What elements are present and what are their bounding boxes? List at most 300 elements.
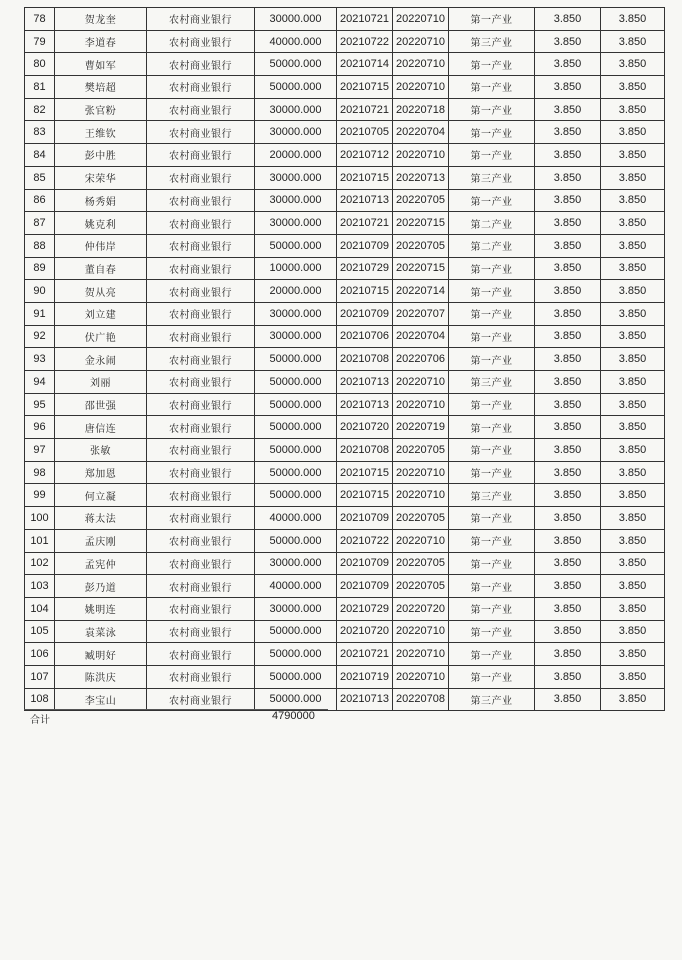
loan-amount-cell: 50000.000 [255,688,337,711]
row-number-cell: 85 [25,166,55,189]
borrower-name-cell: 蒋太法 [55,507,147,530]
rate-cell: 3.850 [535,552,601,575]
subsidy-rate-cell: 3.850 [601,439,665,462]
start-date-cell: 20210713 [337,189,393,212]
table-row [25,507,665,530]
bank-name-cell: 农村商业银行 [147,121,255,144]
bank-name-cell: 农村商业银行 [147,76,255,99]
rate-cell: 3.850 [535,234,601,257]
end-date-cell: 20220710 [393,620,449,643]
row-number-cell: 87 [25,212,55,235]
loan-amount-cell: 30000.000 [255,552,337,575]
row-number-cell: 80 [25,53,55,76]
bank-name-cell: 农村商业银行 [147,552,255,575]
bank-name-cell: 农村商业银行 [147,8,255,31]
industry-cell: 第一产业 [449,620,535,643]
industry-cell: 第一产业 [449,302,535,325]
start-date-cell: 20210720 [337,620,393,643]
start-date-cell: 20210721 [337,98,393,121]
table-row [25,144,665,167]
row-number-cell: 82 [25,98,55,121]
table-row [25,280,665,303]
subsidy-rate-cell: 3.850 [601,461,665,484]
industry-cell: 第一产业 [449,552,535,575]
row-number-cell: 93 [25,348,55,371]
loan-amount-cell: 30000.000 [255,166,337,189]
start-date-cell: 20210708 [337,439,393,462]
end-date-cell: 20220710 [393,665,449,688]
borrower-name-cell: 贺从亮 [55,280,147,303]
loan-amount-cell: 30000.000 [255,325,337,348]
table-row [25,529,665,552]
bank-name-cell: 农村商业银行 [147,416,255,439]
end-date-cell: 20220715 [393,212,449,235]
industry-cell: 第一产业 [449,189,535,212]
table-row [25,189,665,212]
loan-amount-cell: 50000.000 [255,53,337,76]
row-number-cell: 94 [25,371,55,394]
table-row [25,302,665,325]
subsidy-rate-cell: 3.850 [601,484,665,507]
start-date-cell: 20210712 [337,144,393,167]
subsidy-rate-cell: 3.850 [601,325,665,348]
rate-cell: 3.850 [535,166,601,189]
loan-amount-cell: 50000.000 [255,371,337,394]
borrower-name-cell: 曹如军 [55,53,147,76]
industry-cell: 第一产业 [449,461,535,484]
start-date-cell: 20210709 [337,234,393,257]
industry-cell: 第三产业 [449,371,535,394]
row-number-cell: 105 [25,620,55,643]
rate-cell: 3.850 [535,416,601,439]
bank-name-cell: 农村商业银行 [147,393,255,416]
borrower-name-cell: 伏广艳 [55,325,147,348]
rate-cell: 3.850 [535,439,601,462]
industry-cell: 第一产业 [449,575,535,598]
bank-name-cell: 农村商业银行 [147,302,255,325]
industry-cell: 第一产业 [449,257,535,280]
bank-name-cell: 农村商业银行 [147,461,255,484]
bank-name-cell: 农村商业银行 [147,257,255,280]
rate-cell: 3.850 [535,8,601,31]
borrower-name-cell: 李宝山 [55,688,147,711]
rate-cell: 3.850 [535,371,601,394]
row-number-cell: 102 [25,552,55,575]
borrower-name-cell: 臧明好 [55,643,147,666]
row-number-cell: 100 [25,507,55,530]
bank-name-cell: 农村商业银行 [147,371,255,394]
table-row [25,121,665,144]
table-row [25,8,665,31]
bank-name-cell: 农村商业银行 [147,529,255,552]
borrower-name-cell: 金永闹 [55,348,147,371]
industry-cell: 第一产业 [449,76,535,99]
start-date-cell: 20210729 [337,597,393,620]
end-date-cell: 20220710 [393,371,449,394]
start-date-cell: 20210715 [337,461,393,484]
table-row [25,439,665,462]
loan-amount-cell: 30000.000 [255,8,337,31]
industry-cell: 第一产业 [449,416,535,439]
industry-cell: 第三产业 [449,30,535,53]
table-row [25,166,665,189]
rate-cell: 3.850 [535,53,601,76]
row-number-cell: 86 [25,189,55,212]
loan-amount-cell: 50000.000 [255,393,337,416]
start-date-cell: 20210708 [337,348,393,371]
industry-cell: 第一产业 [449,98,535,121]
row-number-cell: 96 [25,416,55,439]
subsidy-rate-cell: 3.850 [601,144,665,167]
table-row [25,575,665,598]
start-date-cell: 20210720 [337,416,393,439]
subsidy-rate-cell: 3.850 [601,416,665,439]
end-date-cell: 20220710 [393,643,449,666]
loan-amount-cell: 50000.000 [255,643,337,666]
table-row [25,461,665,484]
table-row [25,76,665,99]
loan-amount-cell: 40000.000 [255,30,337,53]
loan-amount-cell: 30000.000 [255,212,337,235]
table-row [25,597,665,620]
loan-amount-cell: 50000.000 [255,348,337,371]
borrower-name-cell: 孟宪仲 [55,552,147,575]
end-date-cell: 20220710 [393,76,449,99]
rate-cell: 3.850 [535,30,601,53]
loan-amount-cell: 50000.000 [255,665,337,688]
bank-name-cell: 农村商业银行 [147,53,255,76]
end-date-cell: 20220707 [393,302,449,325]
table-row [25,416,665,439]
start-date-cell: 20210709 [337,552,393,575]
row-number-cell: 97 [25,439,55,462]
end-date-cell: 20220710 [393,393,449,416]
borrower-name-cell: 陈洪庆 [55,665,147,688]
start-date-cell: 20210729 [337,257,393,280]
rate-cell: 3.850 [535,280,601,303]
rate-cell: 3.850 [535,212,601,235]
table-row [25,393,665,416]
loan-amount-cell: 20000.000 [255,280,337,303]
loan-table [24,7,665,711]
borrower-name-cell: 何立凝 [55,484,147,507]
loan-amount-cell: 50000.000 [255,484,337,507]
borrower-name-cell: 郑加恩 [55,461,147,484]
rate-cell: 3.850 [535,529,601,552]
subsidy-rate-cell: 3.850 [601,371,665,394]
subsidy-rate-cell: 3.850 [601,76,665,99]
borrower-name-cell: 邵世强 [55,393,147,416]
borrower-name-cell: 张官粉 [55,98,147,121]
loan-amount-cell: 20000.000 [255,144,337,167]
start-date-cell: 20210715 [337,484,393,507]
row-number-cell: 98 [25,461,55,484]
industry-cell: 第一产业 [449,529,535,552]
rate-cell: 3.850 [535,144,601,167]
industry-cell: 第一产业 [449,325,535,348]
loan-table-body [25,8,665,711]
table-row [25,643,665,666]
industry-cell: 第一产业 [449,121,535,144]
end-date-cell: 20220705 [393,575,449,598]
start-date-cell: 20210709 [337,575,393,598]
table-row [25,484,665,507]
row-number-cell: 101 [25,529,55,552]
loan-amount-cell: 30000.000 [255,597,337,620]
loan-amount-cell: 50000.000 [255,620,337,643]
industry-cell: 第一产业 [449,643,535,666]
subsidy-rate-cell: 3.850 [601,575,665,598]
end-date-cell: 20220713 [393,166,449,189]
start-date-cell: 20210713 [337,371,393,394]
subsidy-rate-cell: 3.850 [601,302,665,325]
industry-cell: 第一产业 [449,280,535,303]
row-number-cell: 78 [25,8,55,31]
industry-cell: 第一产业 [449,665,535,688]
loan-amount-cell: 30000.000 [255,98,337,121]
subsidy-rate-cell: 3.850 [601,53,665,76]
row-number-cell: 107 [25,665,55,688]
subsidy-rate-cell: 3.850 [601,166,665,189]
start-date-cell: 20210714 [337,53,393,76]
total-label: 合计 [30,715,50,726]
subsidy-rate-cell: 3.850 [601,280,665,303]
start-date-cell: 20210713 [337,688,393,711]
rate-cell: 3.850 [535,461,601,484]
rate-cell: 3.850 [535,393,601,416]
rate-cell: 3.850 [535,688,601,711]
loan-amount-cell: 50000.000 [255,439,337,462]
bank-name-cell: 农村商业银行 [147,325,255,348]
end-date-cell: 20220715 [393,257,449,280]
table-row [25,98,665,121]
borrower-name-cell: 彭中胜 [55,144,147,167]
end-date-cell: 20220710 [393,529,449,552]
table-row [25,257,665,280]
row-number-cell: 91 [25,302,55,325]
borrower-name-cell: 杨秀娟 [55,189,147,212]
borrower-name-cell: 王维钦 [55,121,147,144]
end-date-cell: 20220705 [393,507,449,530]
start-date-cell: 20210721 [337,8,393,31]
row-number-cell: 92 [25,325,55,348]
row-number-cell: 104 [25,597,55,620]
loan-amount-cell: 40000.000 [255,575,337,598]
table-row [25,53,665,76]
row-number-cell: 99 [25,484,55,507]
bank-name-cell: 农村商业银行 [147,688,255,711]
loan-amount-cell: 30000.000 [255,121,337,144]
rate-cell: 3.850 [535,325,601,348]
start-date-cell: 20210706 [337,325,393,348]
borrower-name-cell: 樊培超 [55,76,147,99]
subsidy-rate-cell: 3.850 [601,212,665,235]
start-date-cell: 20210705 [337,121,393,144]
bank-name-cell: 农村商业银行 [147,484,255,507]
industry-cell: 第三产业 [449,166,535,189]
end-date-cell: 20220710 [393,30,449,53]
subsidy-rate-cell: 3.850 [601,393,665,416]
loan-amount-cell: 30000.000 [255,189,337,212]
rate-cell: 3.850 [535,98,601,121]
start-date-cell: 20210715 [337,166,393,189]
row-number-cell: 106 [25,643,55,666]
loan-amount-cell: 30000.000 [255,302,337,325]
row-number-cell: 103 [25,575,55,598]
rate-cell: 3.850 [535,189,601,212]
subsidy-rate-cell: 3.850 [601,8,665,31]
start-date-cell: 20210709 [337,507,393,530]
industry-cell: 第三产业 [449,688,535,711]
table-row [25,348,665,371]
end-date-cell: 20220708 [393,688,449,711]
rate-cell: 3.850 [535,257,601,280]
subsidy-rate-cell: 3.850 [601,552,665,575]
bank-name-cell: 农村商业银行 [147,30,255,53]
bank-name-cell: 农村商业银行 [147,189,255,212]
subsidy-rate-cell: 3.850 [601,189,665,212]
table-row [25,212,665,235]
rate-cell: 3.850 [535,121,601,144]
table-row [25,30,665,53]
subsidy-rate-cell: 3.850 [601,30,665,53]
industry-cell: 第一产业 [449,439,535,462]
rate-cell: 3.850 [535,348,601,371]
subsidy-rate-cell: 3.850 [601,529,665,552]
bank-name-cell: 农村商业银行 [147,665,255,688]
subsidy-rate-cell: 3.850 [601,507,665,530]
subsidy-rate-cell: 3.850 [601,597,665,620]
bank-name-cell: 农村商业银行 [147,280,255,303]
bank-name-cell: 农村商业银行 [147,212,255,235]
bank-name-cell: 农村商业银行 [147,98,255,121]
start-date-cell: 20210715 [337,76,393,99]
end-date-cell: 20220705 [393,552,449,575]
end-date-cell: 20220719 [393,416,449,439]
subsidy-rate-cell: 3.850 [601,643,665,666]
end-date-cell: 20220706 [393,348,449,371]
borrower-name-cell: 仲伟岸 [55,234,147,257]
end-date-cell: 20220710 [393,8,449,31]
row-number-cell: 83 [25,121,55,144]
borrower-name-cell: 姚明连 [55,597,147,620]
row-number-cell: 95 [25,393,55,416]
borrower-name-cell: 贺龙奎 [55,8,147,31]
start-date-cell: 20210715 [337,280,393,303]
bank-name-cell: 农村商业银行 [147,597,255,620]
end-date-cell: 20220710 [393,53,449,76]
industry-cell: 第一产业 [449,597,535,620]
start-date-cell: 20210719 [337,665,393,688]
subsidy-rate-cell: 3.850 [601,620,665,643]
industry-cell: 第一产业 [449,53,535,76]
rate-cell: 3.850 [535,643,601,666]
rate-cell: 3.850 [535,507,601,530]
table-row [25,371,665,394]
start-date-cell: 20210721 [337,212,393,235]
start-date-cell: 20210722 [337,30,393,53]
loan-amount-cell: 50000.000 [255,529,337,552]
rate-cell: 3.850 [535,484,601,507]
table-row [25,665,665,688]
end-date-cell: 20220710 [393,461,449,484]
industry-cell: 第一产业 [449,507,535,530]
table-row [25,688,665,711]
borrower-name-cell: 张敏 [55,439,147,462]
end-date-cell: 20220710 [393,484,449,507]
industry-cell: 第二产业 [449,234,535,257]
loan-amount-cell: 40000.000 [255,507,337,530]
row-number-cell: 79 [25,30,55,53]
end-date-cell: 20220714 [393,280,449,303]
rate-cell: 3.850 [535,76,601,99]
bank-name-cell: 农村商业银行 [147,348,255,371]
rate-cell: 3.850 [535,620,601,643]
row-number-cell: 89 [25,257,55,280]
industry-cell: 第一产业 [449,8,535,31]
start-date-cell: 20210722 [337,529,393,552]
table-row [25,620,665,643]
subsidy-rate-cell: 3.850 [601,234,665,257]
subsidy-rate-cell: 3.850 [601,348,665,371]
bank-name-cell: 农村商业银行 [147,439,255,462]
bank-name-cell: 农村商业银行 [147,620,255,643]
start-date-cell: 20210709 [337,302,393,325]
rate-cell: 3.850 [535,575,601,598]
industry-cell: 第一产业 [449,348,535,371]
loan-amount-cell: 50000.000 [255,461,337,484]
borrower-name-cell: 彭乃道 [55,575,147,598]
subsidy-rate-cell: 3.850 [601,98,665,121]
bank-name-cell: 农村商业银行 [147,643,255,666]
row-number-cell: 90 [25,280,55,303]
end-date-cell: 20220704 [393,325,449,348]
industry-cell: 第一产业 [449,393,535,416]
rate-cell: 3.850 [535,597,601,620]
borrower-name-cell: 董自春 [55,257,147,280]
borrower-name-cell: 刘丽 [55,371,147,394]
loan-amount-cell: 10000.000 [255,257,337,280]
industry-cell: 第三产业 [449,484,535,507]
loan-amount-cell: 50000.000 [255,416,337,439]
borrower-name-cell: 袁菜泳 [55,620,147,643]
bank-name-cell: 农村商业银行 [147,144,255,167]
end-date-cell: 20220705 [393,234,449,257]
industry-cell: 第二产业 [449,212,535,235]
borrower-name-cell: 宋荣华 [55,166,147,189]
loan-amount-cell: 50000.000 [255,76,337,99]
subsidy-rate-cell: 3.850 [601,688,665,711]
borrower-name-cell: 李道春 [55,30,147,53]
end-date-cell: 20220718 [393,98,449,121]
row-number-cell: 108 [25,688,55,711]
table-row [25,552,665,575]
bank-name-cell: 农村商业银行 [147,575,255,598]
row-number-cell: 84 [25,144,55,167]
end-date-cell: 20220720 [393,597,449,620]
subsidy-rate-cell: 3.850 [601,665,665,688]
rate-cell: 3.850 [535,665,601,688]
subsidy-rate-cell: 3.850 [601,257,665,280]
borrower-name-cell: 唐信连 [55,416,147,439]
total-amount: 4790000 [272,710,315,722]
row-number-cell: 81 [25,76,55,99]
rate-cell: 3.850 [535,302,601,325]
start-date-cell: 20210721 [337,643,393,666]
borrower-name-cell: 姚克利 [55,212,147,235]
loan-amount-cell: 50000.000 [255,234,337,257]
end-date-cell: 20220705 [393,189,449,212]
